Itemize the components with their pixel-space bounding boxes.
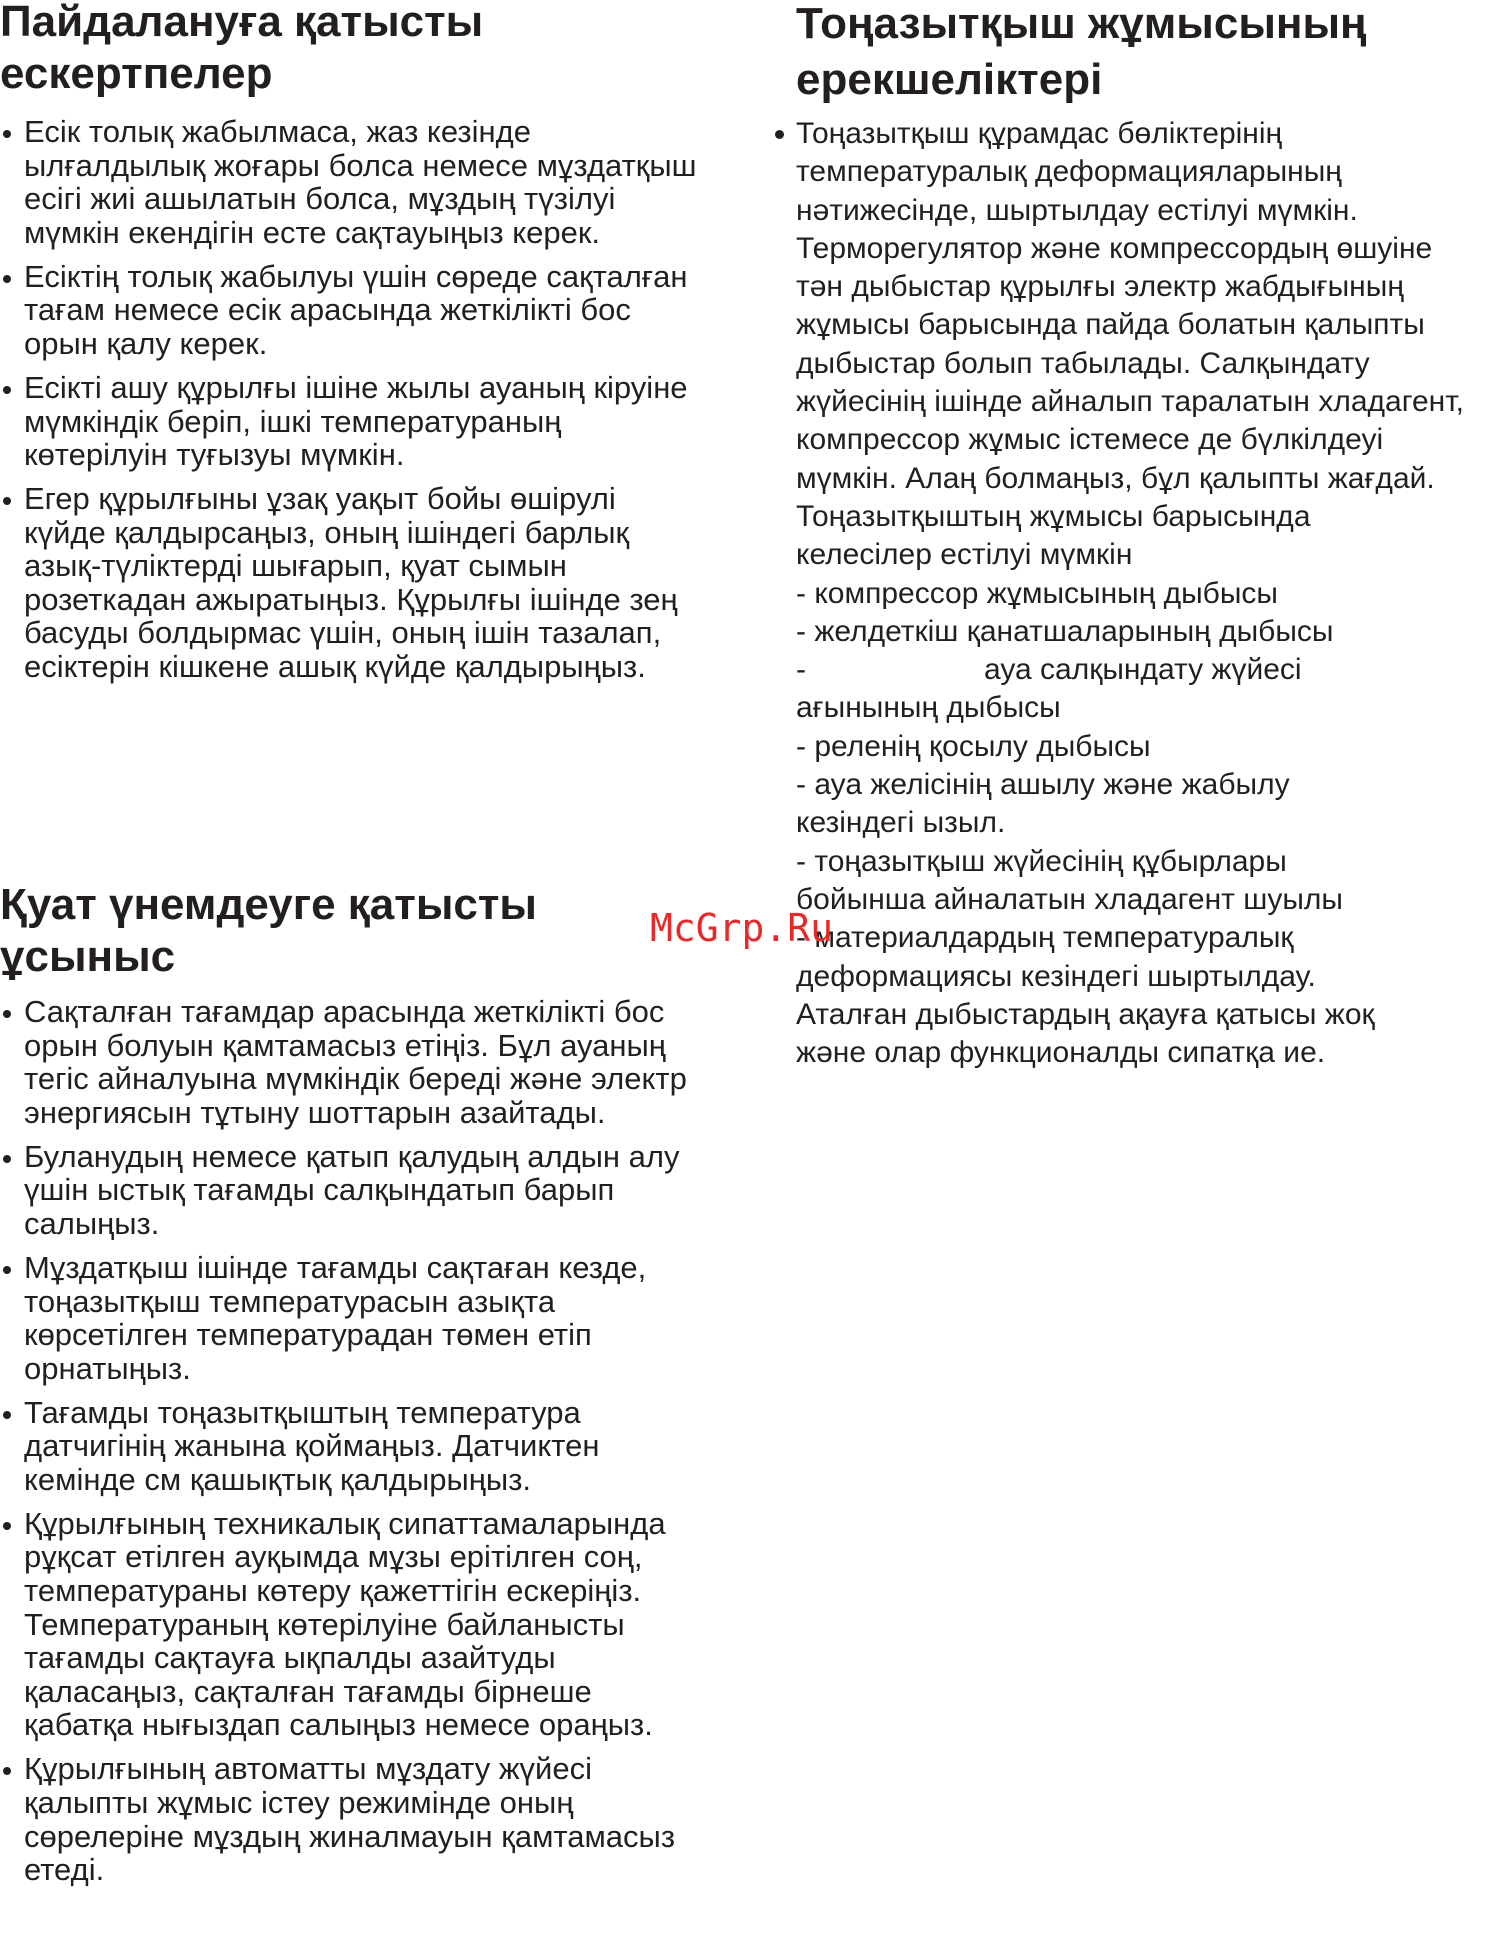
- list-item: Мұздатқыш ішінде тағамды сақтаған кезде, тоңазытқыш температурасын азықта көрсетілген температурадан төмен етіп орнатыңыз.: [0, 1251, 700, 1385]
- section-title-line: ерекшеліктері: [796, 55, 1103, 104]
- dash-item: - ауа желісінің ашылу және жабылу: [796, 768, 1290, 802]
- dash-item: - реленің қосылу дыбысы: [796, 729, 1151, 763]
- section-title-energy-saving: [0, 879, 720, 983]
- dash-item-continuation: бойынша айналатын хладагент шуылы: [796, 882, 1343, 916]
- section-title-line: Тоңазытқыш жұмысының: [796, 0, 1367, 48]
- dash-item-continuation: ағынының дыбысы: [796, 691, 1061, 725]
- list-item: Құрылғының техникалық сипаттамаларында рұқсат етілген ауқымда мұзы ерітілген соң, температураны көтеру қажеттігін ескеріңіз. Температураның көтерілуіне байланысты тағамды сақтауға ықпалды азайтуды қаласаңыз, сақталған тағамды бірнеше қабатқа нығыздап салыңыз немесе ораңыз.: [0, 1507, 700, 1742]
- list-item: Құрылғының автоматты мұздату жүйесі қалыпты жұмыс істеу режимінде оның сөрелеріне мұздың жиналмауын қамтамасыз етеді.: [0, 1752, 700, 1886]
- section-title-usage-notes: [0, 0, 720, 100]
- dash-item-continuation: кезіндегі ызыл.: [796, 806, 1006, 840]
- section-title-line: ескертпелер: [0, 49, 273, 98]
- list-item: Тағамды тоңазытқыштың температура датчигінің жанына қоймаңыз. Датчиктен кемінде см қашықтық қалдырыңыз.: [0, 1396, 700, 1497]
- usage-notes-list: [0, 115, 700, 694]
- bullet-icon: [775, 130, 784, 139]
- list-item: Есіктің толық жабылуы үшін сөреде сақталған тағам немесе есік арасында жеткілікті бос орын қалу керек.: [0, 260, 700, 361]
- dash-item-continuation: деформациясы кезіндегі шыртылдау.: [796, 959, 1316, 993]
- list-item: Буланудың немесе қатып қалудың алдын алу үшін ыстық тағамды салқындатып барып салыңыз.: [0, 1140, 700, 1241]
- fridge-features-body: [796, 115, 1486, 1072]
- list-item: Есікті ашу құрылғы ішіне жылы ауаның кіруіне мүмкіндік беріп, ішкі температураның көтерілуін туғызуы мүмкін.: [0, 371, 700, 472]
- text-line: және олар функционалды сипатқа ие.: [796, 1036, 1326, 1070]
- paragraph: Тоңазытқыш құрамдас бөліктерінің температуралық деформацияларының нәтижесінде, шыртылдау естілуі мүмкін. Терморегулятор және компрессордың өшуіне тән дыбыстар құрылғы электр жабдығының жұмысы барысында пайда болатын қалыпты дыбыстар болып табылады. Салқындату жүйесінің ішінде айналып таралатын хладагент, компрессор жұмыс істемесе де бүлкілдеуі мүмкін. Алаң болмаңыз, бұл қалыпты жағдай.: [796, 117, 1464, 495]
- section-title-line: ұсыныс: [0, 932, 176, 981]
- dash-item: - материалдардың температуралық: [796, 921, 1294, 955]
- list-item: Егер құрылғыны ұзақ уақыт бойы өшірулі күйде қалдырсаңыз, оның ішіндегі барлық азық-түліктерді шығарып, қуат сымын розеткадан ажыратыңыз. Құрылғы ішінде зең басуды болдырмас үшін, оның ішін тазалап, есіктерін кішкене ашық күйде қалдырыңыз.: [0, 482, 700, 684]
- list-item: Есік толық жабылмаса, жаз кезінде ылғалдылық жоғары болса немесе мұздатқыш есігі жиі ашылатын болса, мұздың түзілуі мүмкін екендігін есте сақтауыңыз керек.: [0, 115, 700, 249]
- dash-item: [796, 651, 1486, 689]
- section-title-fridge-features: [796, 0, 1486, 108]
- text-line: Тоңазытқыштың жұмысы барысында: [796, 499, 1311, 533]
- dash-text: ауа салқындату жүйесі: [984, 653, 1302, 687]
- watermark-text: McGrp.Ru: [650, 906, 834, 950]
- dash-mark: -: [796, 653, 806, 687]
- energy-saving-list: [0, 995, 700, 1897]
- dash-item: - тоңазытқыш жүйесінің құбырлары: [796, 844, 1287, 878]
- dash-item: - компрессор жұмысының дыбысы: [796, 576, 1278, 610]
- section-title-line: Пайдалануға қатысты: [0, 0, 484, 46]
- list-item: Сақталған тағамдар арасында жеткілікті бос орын болуын қамтамасыз етіңіз. Бұл ауаның тегіс айналуына мүмкіндік береді және электр энергиясын тұтыну шоттарын азайтады.: [0, 995, 700, 1129]
- section-title-line: Қуат үнемдеуге қатысты: [0, 880, 538, 929]
- dash-item: - желдеткіш қанатшаларының дыбысы: [796, 614, 1334, 648]
- text-line: Аталған дыбыстардың ақауға қатысы жоқ: [796, 997, 1375, 1031]
- text-line: келесілер естілуі мүмкін: [796, 538, 1133, 572]
